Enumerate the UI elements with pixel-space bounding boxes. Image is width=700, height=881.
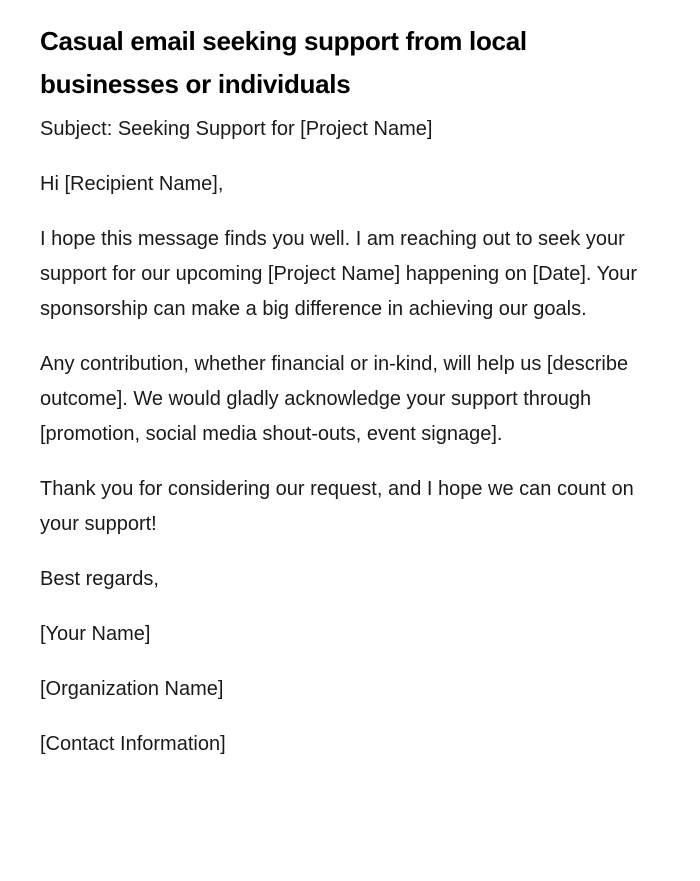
signature-organization: [Organization Name]	[40, 678, 224, 700]
email-body-paragraph-contribution: Any contribution, whether financial or in-kind, will help us [describe outcome]. We would gladly acknowledge your support through [promotion, social media shout-outs, event signage].	[40, 353, 629, 445]
signature-contact: [Contact Information]	[40, 733, 226, 755]
signature-name: [Your Name]	[40, 623, 151, 645]
email-body-paragraph-intro: I hope this message finds you well. I am reaching out to seek your support for our upcoming [Project Name] happening on [Date]. Your sponsorship can make a big difference in achieving our goals.	[40, 228, 638, 320]
email-template-document	[40, 20, 640, 782]
document-title: Casual email seeking support from local businesses or individuals	[40, 26, 527, 99]
email-closing: Best regards,	[40, 568, 159, 590]
email-subject-line: Subject: Seeking Support for [Project Name]	[40, 118, 433, 140]
email-body-paragraph-thanks: Thank you for considering our request, and I hope we can count on your support!	[40, 478, 634, 535]
email-greeting: Hi [Recipient Name],	[40, 173, 224, 195]
